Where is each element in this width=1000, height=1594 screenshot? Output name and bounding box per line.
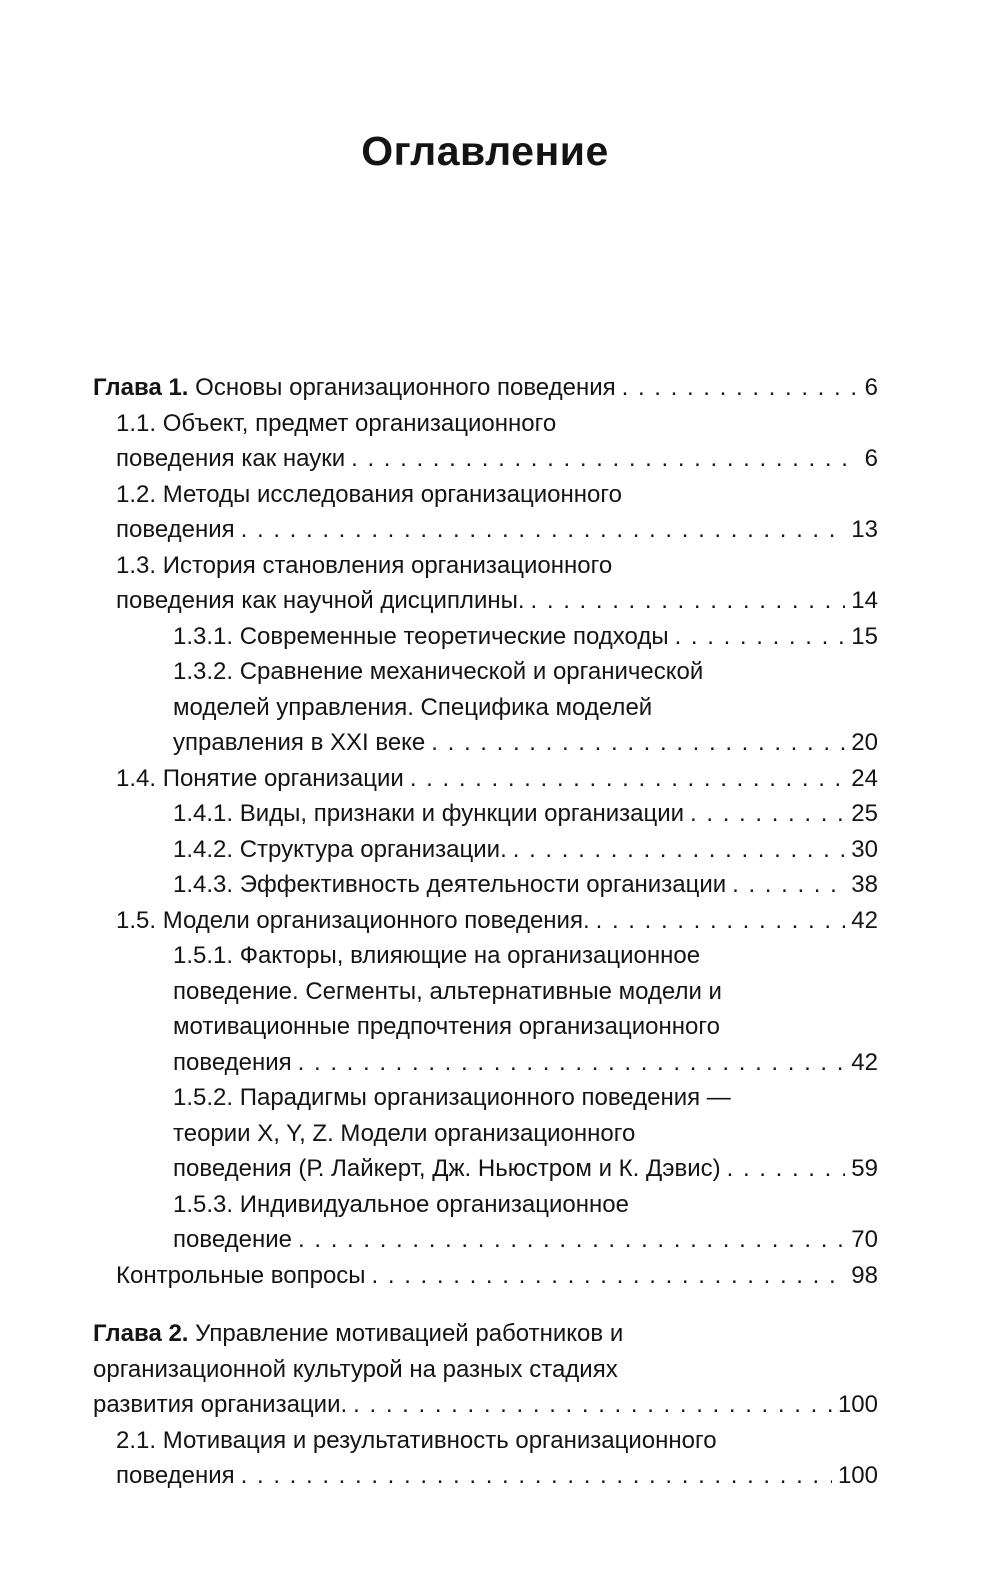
toc-entry-text-wrap [116, 481, 622, 508]
page-number: 70 [851, 1226, 878, 1253]
toc-entry-text: 1.5. Модели организационного поведения. [116, 906, 590, 934]
leader-dots [513, 832, 846, 868]
toc-entry-line [0, 974, 1000, 1010]
toc-entry-text: 1.5.1. Факторы, влияющие на организационное [173, 942, 701, 969]
toc-entry-text: поведения [116, 516, 235, 543]
toc-entry-line [0, 1458, 878, 1494]
toc-entry[interactable] [0, 1423, 1000, 1494]
toc-entry-line [0, 796, 878, 832]
toc-entry-line [0, 832, 878, 868]
leader-dots [241, 1458, 832, 1494]
leader-dots [622, 370, 859, 406]
toc-entry-text: 1.4.1. Виды, признаки и функции организации [173, 800, 685, 827]
leader-dots [298, 1222, 845, 1258]
toc-entry-line [0, 406, 1000, 442]
toc-entry[interactable] [0, 654, 1000, 761]
page-number: 6 [864, 374, 878, 401]
toc-entry-line [0, 1258, 878, 1294]
page-number: 59 [851, 1155, 878, 1182]
toc-entry-line [0, 1009, 1000, 1045]
toc-entry-text: 1.4. Понятие организации [116, 764, 404, 792]
toc-entry-line [0, 725, 878, 761]
toc-entry[interactable] [0, 1080, 1000, 1187]
leader-dots [675, 619, 846, 655]
toc-entry-text-wrap [116, 583, 525, 619]
toc-entry-text: 1.3.2. Сравнение механической и органической [173, 658, 704, 685]
leader-dots [372, 1258, 846, 1294]
leader-dots [596, 903, 846, 939]
chapter-label: Глава 1. [93, 374, 189, 401]
chapter-label: Глава 2. [93, 1320, 189, 1347]
page-number: 98 [851, 1261, 878, 1289]
toc-entry-text-wrap [93, 1387, 347, 1423]
toc-entry-text: управления в XXI веке [173, 729, 426, 756]
toc-entry-text-wrap [116, 441, 345, 477]
leader-dots [410, 761, 845, 797]
toc-entry-text: Контрольные вопросы [116, 1261, 366, 1289]
toc-entry-text-wrap [173, 1151, 721, 1187]
toc-chapter [0, 1316, 1000, 1494]
toc-entry[interactable] [0, 903, 1000, 939]
table-of-contents [0, 370, 1000, 1517]
toc-entry-line [0, 761, 878, 797]
toc-entry-line [0, 1352, 1000, 1388]
toc-entry[interactable] [0, 1258, 1000, 1294]
toc-entry[interactable] [0, 406, 1000, 477]
toc-entry-text: организационной культурой на разных стадиях [93, 1355, 618, 1383]
toc-entry-text: теории X, Y, Z. Модели организационного [173, 1119, 636, 1147]
toc-entry-text: 1.4.2. Структура организации. [173, 835, 507, 863]
toc-entry-text: мотивационные предпочтения организационного [173, 1013, 720, 1040]
toc-entry-text-wrap [116, 1458, 235, 1494]
toc-entry-text-wrap [173, 942, 700, 969]
toc-entry-text-wrap [173, 694, 652, 721]
toc-entry[interactable] [0, 619, 1000, 655]
toc-entry-text: Управление мотивацией работников и [195, 1320, 624, 1347]
toc-entry-line [0, 619, 878, 655]
page-number: 38 [851, 871, 878, 898]
page-number: 25 [851, 800, 878, 827]
toc-entry-line [0, 938, 1000, 974]
toc-entry-text: 1.4.3. Эффективность деятельности организации [173, 871, 727, 898]
toc-chapter [0, 370, 1000, 1293]
toc-entry-text: 1.3.1. Современные теоретические подходы [173, 622, 669, 650]
toc-entry-line [0, 548, 1000, 584]
toc-entry-line [0, 1316, 1000, 1352]
toc-chapter-heading[interactable] [0, 370, 1000, 406]
leader-dots [690, 796, 845, 832]
toc-entry-text-wrap [173, 1084, 731, 1111]
toc-entry-line [0, 654, 1000, 690]
page-title: Оглавление [361, 128, 609, 174]
page-number: 42 [851, 906, 878, 934]
toc-entry-text: поведения как науки [116, 445, 346, 472]
toc-entry-text: 1.5.3. Индивидуальное организационное [173, 1190, 629, 1218]
toc-entry-text-wrap [93, 1320, 623, 1347]
page-number: 15 [851, 622, 878, 650]
toc-entry-text: 1.1. Объект, предмет организационного [116, 409, 557, 437]
toc-entry-text-wrap [173, 1045, 292, 1081]
leader-dots [732, 867, 845, 903]
toc-entry-text-wrap [116, 512, 235, 548]
toc-entry-text-wrap [93, 1356, 618, 1383]
toc-entry-text-wrap [173, 1222, 292, 1258]
toc-entry-line [0, 1116, 1000, 1152]
page-number: 30 [851, 835, 878, 863]
toc-entry-text: моделей управления. Специфика моделей [173, 693, 653, 721]
page-number: 20 [851, 729, 878, 756]
toc-entry-text-wrap [173, 1191, 629, 1218]
toc-entry[interactable] [0, 761, 1000, 797]
toc-entry[interactable] [0, 832, 1000, 868]
page-number: 13 [851, 516, 878, 543]
toc-entry-text: поведения [116, 1462, 235, 1489]
toc-entry-line [0, 1423, 1000, 1459]
toc-entry[interactable] [0, 867, 1000, 903]
toc-entry-line [0, 1387, 878, 1423]
page-number: 42 [851, 1048, 878, 1076]
toc-entry[interactable] [0, 548, 1000, 619]
toc-entry-text-wrap [173, 1013, 720, 1040]
leader-dots [351, 441, 859, 477]
toc-entry[interactable] [0, 796, 1000, 832]
leader-dots [353, 1387, 832, 1423]
toc-entry-text-wrap [173, 796, 684, 832]
toc-entry-line [0, 1151, 878, 1187]
toc-entry-text-wrap [173, 619, 669, 655]
toc-entry-text-wrap [93, 370, 616, 406]
leader-dots [298, 1045, 846, 1081]
page-number: 14 [851, 587, 878, 614]
toc-chapter-heading[interactable] [0, 1316, 1000, 1423]
toc-entry[interactable] [0, 477, 1000, 548]
toc-entry-text-wrap [173, 867, 726, 903]
toc-entry-text-wrap [173, 832, 507, 868]
toc-entry-text: поведение. Сегменты, альтернативные модели и [173, 977, 722, 1005]
page-number: 6 [864, 445, 878, 472]
toc-entry-line [0, 583, 878, 619]
toc-entry-text: 1.2. Методы исследования организационного [116, 480, 622, 508]
leader-dots [531, 583, 846, 619]
leader-dots [727, 1151, 846, 1187]
toc-entry-text-wrap [173, 658, 703, 685]
toc-entry-line [0, 1045, 878, 1081]
toc-entry-text-wrap [116, 1427, 717, 1454]
toc-entry-line [0, 1222, 878, 1258]
toc-entry[interactable] [0, 938, 1000, 1080]
toc-entry-line [0, 867, 878, 903]
toc-entry-text-wrap [173, 1120, 635, 1147]
leader-dots [431, 725, 845, 761]
page-number: 100 [837, 1391, 878, 1418]
toc-entry-text: поведение [173, 1226, 293, 1253]
toc-entry-text-wrap [173, 978, 722, 1005]
toc-entry-line [0, 477, 1000, 513]
toc-entry-line [0, 690, 1000, 726]
page-number: 100 [837, 1462, 878, 1489]
toc-entry-text: Основы организационного поведения [195, 374, 616, 401]
page-number: 24 [851, 764, 878, 792]
toc-entry-text-wrap [116, 1258, 366, 1294]
toc-entry-line [0, 370, 878, 406]
toc-entry-text: поведения [173, 1048, 292, 1076]
toc-entry-line [0, 1080, 1000, 1116]
toc-entry[interactable] [0, 1187, 1000, 1258]
toc-entry-text: поведения (Р. Лайкерт, Дж. Ньюстром и К. Дэвис) [173, 1155, 721, 1182]
toc-entry-text: 1.5.2. Парадигмы организационного поведения — [173, 1084, 731, 1111]
leader-dots [241, 512, 846, 548]
toc-entry-text-wrap [116, 903, 590, 939]
toc-entry-line [0, 441, 878, 477]
toc-entry-text-wrap [116, 410, 556, 437]
toc-entry-text-wrap [116, 761, 404, 797]
toc-entry-text-wrap [116, 552, 612, 579]
toc-entry-text: 2.1. Мотивация и результативность организационного [116, 1426, 717, 1454]
toc-entry-text: поведения как научной дисциплины. [116, 587, 525, 614]
toc-entry-text-wrap [173, 725, 425, 761]
toc-entry-line [0, 1187, 1000, 1223]
toc-entry-text: развития организации. [93, 1391, 348, 1418]
toc-entry-text: 1.3. История становления организационного [116, 551, 613, 579]
toc-entry-line [0, 512, 878, 548]
toc-entry-line [0, 903, 878, 939]
